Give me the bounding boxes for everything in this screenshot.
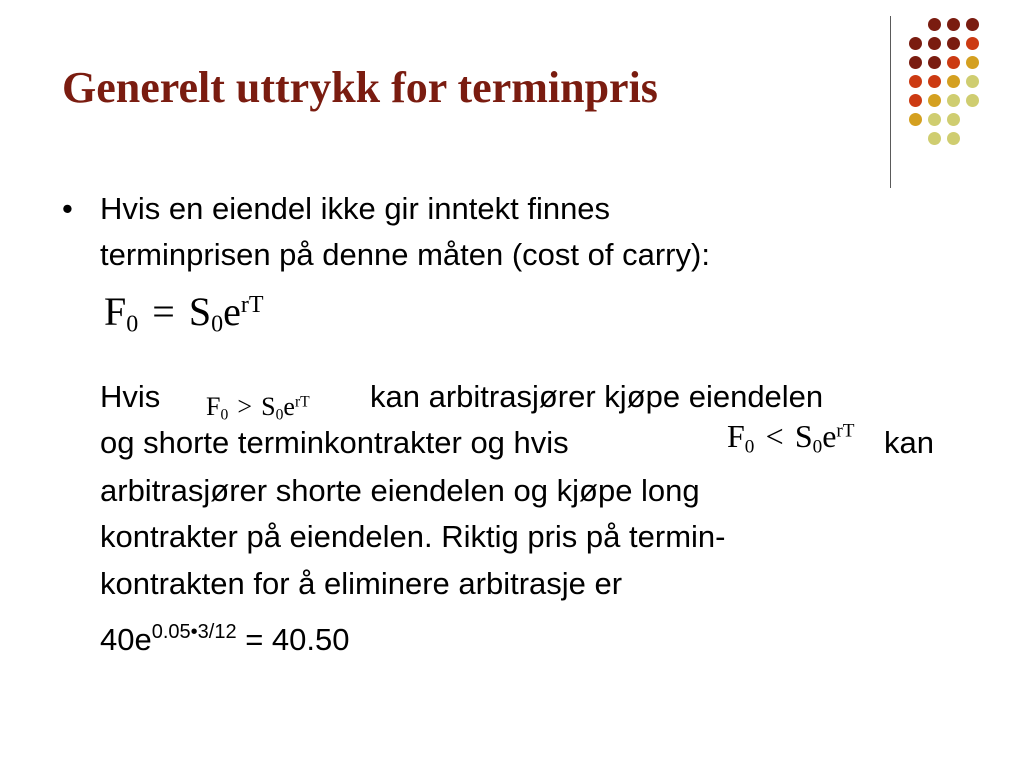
decorative-dot — [966, 37, 979, 50]
para-line-4: kontrakter på eiendelen. Riktig pris på termin- — [100, 519, 726, 554]
formula-greater-exp: rT — [294, 393, 310, 411]
formula-main-exp: rT — [240, 291, 264, 318]
decorative-dot — [909, 37, 922, 50]
para-line-3: arbitrasjører shorte eiendelen og kjøpe long — [100, 473, 700, 508]
slide-title: Generelt uttrykk for terminpris — [62, 63, 658, 112]
decorative-dot — [928, 132, 941, 145]
para-line-5: kontrakten for å eliminere arbitrasje er — [100, 566, 623, 601]
formula-less-rhs: S — [794, 418, 813, 454]
decorative-dot — [928, 37, 941, 50]
decorative-dot — [947, 18, 960, 31]
formula-less-operator: < — [765, 418, 784, 454]
formula-greater-e: e — [283, 392, 295, 421]
decorative-dot — [947, 56, 960, 69]
formula-greater-rhs-sub: 0 — [275, 406, 284, 424]
para-hvis: Hvis — [100, 379, 161, 414]
decorative-dot — [966, 56, 979, 69]
formula-main-e: e — [223, 289, 241, 334]
decorative-dot — [947, 75, 960, 88]
bullet-line-2: terminprisen på denne måten (cost of carry): — [100, 237, 710, 272]
formula-main-rhs: S — [188, 289, 212, 334]
formula-main-lhs-sub: 0 — [126, 311, 139, 338]
divider-line — [890, 16, 891, 188]
formula-less-exp: rT — [836, 420, 855, 442]
formula-less-e: e — [822, 418, 837, 454]
decorative-dot — [928, 113, 941, 126]
bullet-marker: • — [62, 191, 73, 226]
formula-greater-lhs-sub: 0 — [220, 406, 229, 424]
decorative-dot — [947, 113, 960, 126]
decorative-dot — [909, 56, 922, 69]
formula-greater-rhs: S — [261, 392, 276, 421]
result-exponent: 0.05•3/12 — [151, 621, 237, 643]
formula-main-lhs: F — [104, 289, 127, 334]
result-line — [100, 609, 350, 663]
formula-greater-operator: > — [237, 392, 253, 421]
decorative-dot — [966, 18, 979, 31]
formula-main-operator: = — [152, 289, 175, 334]
decorative-dot — [909, 94, 922, 107]
formula-less — [727, 418, 855, 458]
formula-less-lhs: F — [727, 418, 745, 454]
formula-greater-lhs: F — [206, 392, 221, 421]
decorative-dot — [928, 75, 941, 88]
decorative-dot — [947, 37, 960, 50]
decorative-dot — [928, 18, 941, 31]
decorative-dot — [947, 132, 960, 145]
para-line-1-rest: kan arbitrasjører kjøpe eiendelen — [370, 379, 824, 414]
result-equals: = 40.50 — [236, 622, 350, 657]
bullet-line-1: Hvis en eiendel ikke gir inntekt finnes — [100, 191, 611, 226]
result-base: 40e — [100, 622, 152, 657]
formula-less-rhs-sub: 0 — [812, 436, 823, 458]
para-line-2-end: kan — [884, 425, 934, 460]
decorative-dot — [966, 94, 979, 107]
formula-cost-of-carry — [104, 288, 263, 339]
decorative-dot — [909, 113, 922, 126]
decorative-dot — [928, 94, 941, 107]
decorative-dot — [909, 75, 922, 88]
decorative-dot — [947, 94, 960, 107]
decorative-dot — [928, 56, 941, 69]
para-line-2-start: og shorte terminkontrakter og hvis — [100, 425, 569, 460]
formula-less-lhs-sub: 0 — [744, 436, 755, 458]
decorative-dot — [966, 75, 979, 88]
formula-main-rhs-sub: 0 — [211, 311, 224, 338]
